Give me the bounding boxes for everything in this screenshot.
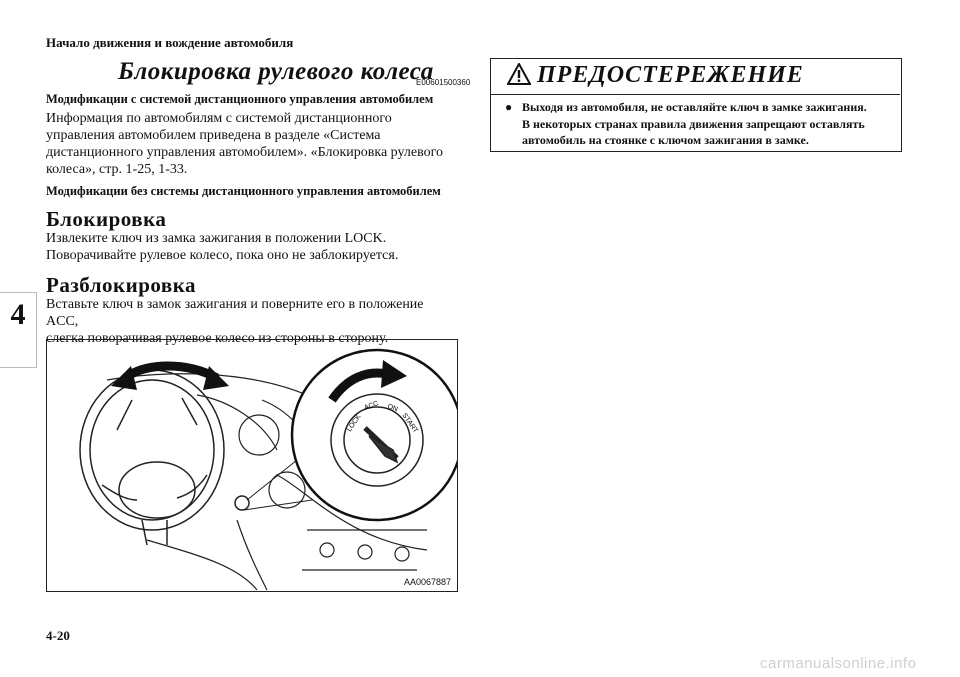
section-title: Блокировка рулевого колеса	[118, 58, 434, 85]
text-line: колеса», стр. 1-25, 1-33.	[46, 162, 188, 177]
chapter-number: 4	[10, 298, 26, 331]
page-number: 4-20	[46, 628, 70, 643]
warning-text	[522, 99, 892, 149]
footer-watermark: carmanualsonline.info	[760, 655, 917, 672]
lock-heading: Блокировка	[46, 207, 167, 231]
unlock-heading: Разблокировка	[46, 273, 197, 297]
figure-code: AA0067887	[404, 577, 452, 587]
document-code: E00601500360	[416, 78, 471, 87]
paragraph-remote	[46, 110, 456, 178]
subsection-heading-no-remote: Модификации без системы дистанционного управления автомобилем	[46, 184, 441, 198]
bullet-icon: ●	[505, 100, 513, 114]
text-line: дистанционного управления автомобилем». «Блокировка рулевого	[46, 145, 443, 160]
text-line: В некоторых странах правила движения запрещают оставлять	[522, 116, 865, 131]
illustration-svg	[47, 340, 457, 591]
label-on: ON	[386, 403, 399, 414]
label-acc: ACC	[363, 400, 380, 412]
label-lock: LOCK	[345, 413, 363, 434]
steering-lock-illustration	[46, 339, 458, 592]
warning-triangle-icon	[507, 63, 531, 85]
text-line: автомобиль на стоянке с ключом зажигания в замке.	[522, 133, 809, 147]
warning-title: ПРЕДОСТЕРЕЖЕНИЕ	[537, 62, 804, 88]
text-line: Выходя из автомобиля, не оставляйте ключ в замке зажигания.	[522, 100, 867, 114]
text-line: управления автомобилем приведена в разделе «Система	[46, 128, 381, 143]
text-line: Поворачивайте рулевое колесо, пока оно не заблокируется.	[46, 248, 399, 263]
text-line: Информация по автомобилям с системой дистанционного	[46, 111, 392, 126]
text-line: слегка поворачивая рулевое колесо из стороны в сторону.	[46, 331, 389, 346]
label-start: START	[400, 412, 419, 435]
running-header: Начало движения и вождение автомобиля	[46, 35, 294, 50]
text-line: Извлеките ключ из замка зажигания в положении LOCK.	[46, 231, 387, 246]
subsection-heading-remote: Модификации с системой дистанционного управления автомобилем	[46, 92, 434, 106]
lock-paragraph	[46, 230, 456, 264]
text-line: Вставьте ключ в замок зажигания и поверните его в положение ACC,	[46, 297, 424, 329]
